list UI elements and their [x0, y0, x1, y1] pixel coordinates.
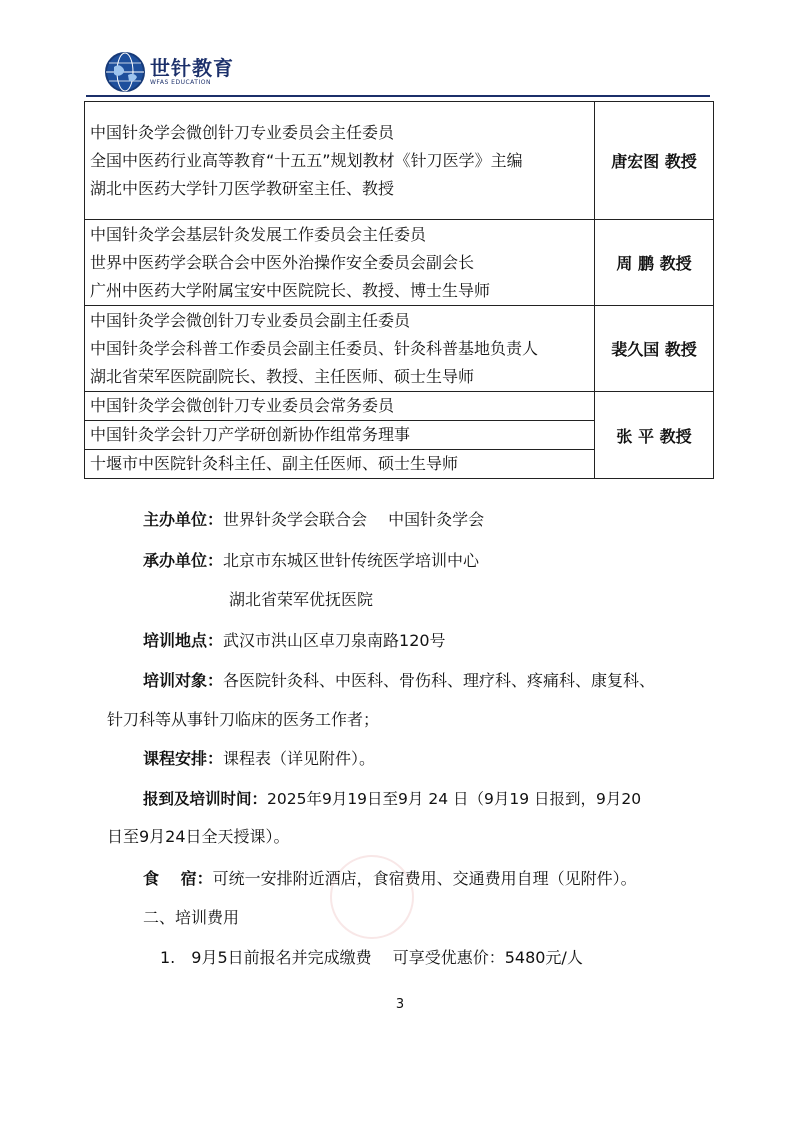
faculty-title-line: 中国针灸学会基层针灸发展工作委员会主任委员	[90, 224, 427, 244]
faculty-table	[84, 101, 714, 479]
location-label: 培训地点：	[143, 631, 224, 650]
page-number: 3	[395, 997, 405, 1012]
target-value: 各医院针灸科、中医科、骨伤科、理疗科、疼痛科、康复科、	[223, 671, 656, 690]
faculty-name: 唐宏图 教授	[595, 102, 714, 220]
globe-logo-icon	[104, 51, 146, 93]
host-label: 承办单位：	[143, 551, 224, 570]
faculty-description	[85, 102, 595, 220]
faint-seal-stamp	[330, 855, 414, 939]
schedule-value: 课程表（详见附件）。	[223, 749, 376, 768]
time-label: 报到及培训时间：	[143, 790, 268, 808]
table-row	[85, 220, 714, 306]
faculty-description	[85, 306, 595, 392]
organizer-line	[143, 510, 484, 530]
faculty-title-line: 湖北省荣军医院副院长、教授、主任医师、硕士生导师	[90, 366, 475, 386]
location-value: 武汉市洪山区卓刀泉南路120号	[223, 631, 446, 650]
table-row	[85, 102, 714, 220]
time-line	[143, 789, 641, 809]
target-line	[143, 671, 655, 691]
faculty-title-line: 全国中医药行业高等教育“十五五”规划教材《针刀医学》主编	[90, 150, 523, 170]
host-value: 北京市东城区世针传统医学培训中心	[223, 551, 480, 570]
faculty-name: 裴久国 教授	[595, 306, 714, 392]
logo-subtitle: WFAS EDUCATION	[150, 79, 211, 86]
faculty-title-line: 世界中医药学会联合会中医外治操作安全委员会副会长	[90, 252, 475, 272]
table-row	[85, 392, 714, 479]
time-line-2: 日至9月24日全天授课）。	[107, 827, 290, 846]
faculty-title-line: 中国针灸学会微创针刀专业委员会副主任委员	[90, 310, 411, 330]
target-line-2: 针刀科等从事针刀临床的医务工作者；	[107, 710, 380, 729]
host-line	[143, 551, 479, 571]
host-line-2: 湖北省荣军优抚医院	[229, 590, 374, 609]
faculty-title-line: 十堰市中医院针灸科主任、副主任医师、硕士生导师	[90, 454, 459, 473]
faculty-description	[85, 392, 595, 479]
faculty-title-line: 中国针灸学会微创针刀专业委员会主任委员	[90, 122, 395, 142]
faculty-name: 张 平 教授	[595, 392, 714, 479]
organizer-value: 世界针灸学会联合会 中国针灸学会	[223, 510, 485, 529]
target-label: 培训对象：	[143, 671, 224, 690]
schedule-line	[143, 749, 375, 769]
faculty-title-line: 中国针灸学会微创针刀专业委员会常务委员	[85, 392, 594, 421]
faculty-title-line: 广州中医药大学附属宝安中医院院长、教授、博士生导师	[90, 280, 491, 300]
schedule-label: 课程安排：	[143, 749, 224, 768]
faculty-name: 周 鹏 教授	[595, 220, 714, 306]
faculty-title-line: 中国针灸学会针刀产学研创新协作组常务理事	[85, 421, 594, 450]
location-line	[143, 631, 446, 651]
faculty-title-line: 湖北中医药大学针刀医学教研室主任、教授	[90, 178, 395, 198]
logo-title: 世针教育	[150, 56, 234, 80]
lodging-label: 食 宿：	[143, 869, 213, 888]
fee-item: 1. 9月5日前报名并完成缴费 可享受优惠价：5480元/人	[160, 948, 583, 967]
header-divider	[86, 95, 710, 97]
faculty-description	[85, 220, 595, 306]
header-logo	[104, 50, 234, 94]
table-row	[85, 306, 714, 392]
lodging-value: 可统一安排附近酒店，食宿费用、交通费用自理（见附件）。	[212, 869, 637, 888]
faculty-title-line: 中国针灸学会科普工作委员会副主任委员、针灸科普基地负责人	[90, 338, 539, 358]
organizer-label: 主办单位：	[143, 510, 224, 529]
time-value: 2025年9月19日至9月 24 日（9月19 日报到，9月20	[267, 790, 642, 808]
fee-heading: 二、培训费用	[143, 908, 240, 927]
